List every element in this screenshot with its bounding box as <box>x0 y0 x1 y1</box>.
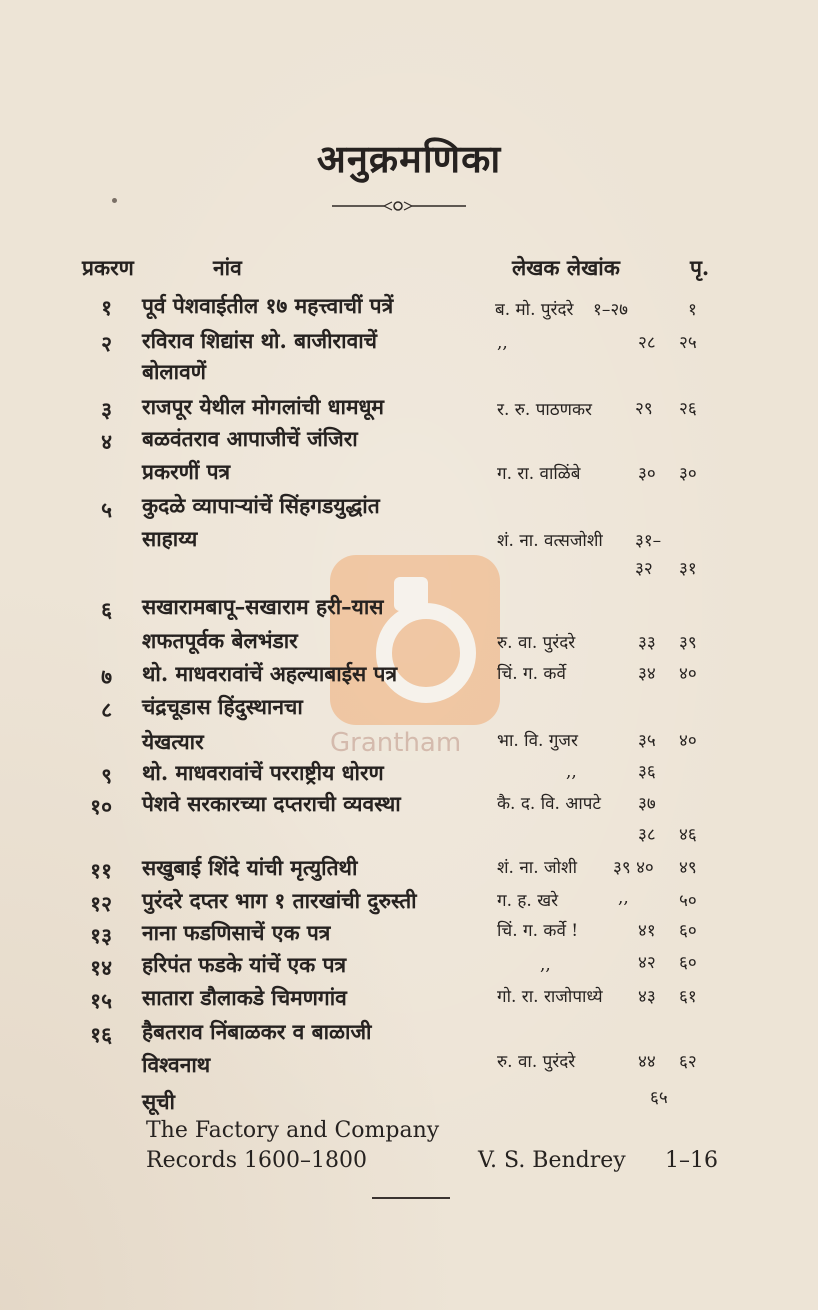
toc-row-number: १६ <box>90 1022 112 1047</box>
toc-row-number: ४ <box>101 429 112 454</box>
toc-row-number: १० <box>90 794 112 819</box>
toc-row-number: १४ <box>90 955 112 980</box>
toc-index-title: सूची <box>142 1089 175 1114</box>
page-title: अनुक्रमणिका <box>316 136 502 181</box>
toc-row-author: शं. ना. जोशी <box>497 858 577 878</box>
toc-row-docs: ३१– <box>635 531 662 551</box>
toc-row-title: नाना फडणिसाचें एक पत्र <box>142 920 331 945</box>
toc-row-title-cont: प्रकरणीं पत्र <box>142 459 231 484</box>
toc-row-number: ७ <box>101 664 112 689</box>
grantham-watermark-text: Grantham <box>330 728 462 758</box>
toc-row-number: १२ <box>90 891 112 916</box>
toc-row-title: पुरंदरे दप्तर भाग १ तारखांची दुरुस्ती <box>142 888 417 913</box>
toc-row-title-cont: शफतपूर्वक बेलभंडार <box>142 628 298 653</box>
toc-row-number: ११ <box>90 858 112 883</box>
toc-row-title: सखुबाई शिंदे यांची मृत्युतिथी <box>142 855 358 880</box>
toc-row-page: ३९ <box>679 633 697 653</box>
toc-row-page: ६२ <box>679 1052 697 1072</box>
toc-row-title: पेशवे सरकारच्या दप्तराची व्यवस्था <box>142 791 401 816</box>
toc-row-author: र. रु. पाठणकर <box>497 400 592 420</box>
toc-row-author: चिं. ग. कर्वे ! <box>497 921 579 941</box>
toc-row-docs: ३४ <box>638 664 656 684</box>
toc-row-docs: ३७ <box>638 794 656 814</box>
toc-row-title: राजपूर येथील मोगलांची धामधूम <box>142 394 384 419</box>
toc-row-author: भा. वि. गुजर <box>497 731 578 751</box>
toc-row-title: हैबतराव निंबाळकर व बाळाजी <box>142 1019 372 1044</box>
toc-row-number: १ <box>101 295 112 320</box>
toc-row-docs: १–२७ <box>593 300 629 320</box>
toc-row-docs: ३६ <box>638 762 656 782</box>
toc-row-title: पूर्व पेशवाईतील १७ महत्त्वाचीं पत्रें <box>142 293 394 318</box>
toc-row-page: ४९ <box>679 858 697 878</box>
toc-row-title: सातारा डौलाकडे चिमणगांव <box>142 985 347 1010</box>
toc-row-docs: ४४ <box>638 1052 656 1072</box>
toc-row-page: ४० <box>679 731 697 751</box>
toc-row-title-cont: विश्वनाथ <box>142 1052 211 1077</box>
toc-row-author: रु. वा. पुरंदरे <box>497 1052 576 1072</box>
toc-row-docs: २८ <box>638 333 656 353</box>
toc-row-number: १३ <box>90 923 112 948</box>
toc-row-docs: ३९ ४० <box>613 858 654 878</box>
toc-row-number: ८ <box>101 697 112 722</box>
toc-index-page: ६५ <box>650 1088 668 1108</box>
toc-row-title-cont: साहाय्य <box>142 526 198 551</box>
toc-row-page: ६० <box>679 921 697 941</box>
toc-row-author: कै. द. वि. आपटे <box>497 794 601 814</box>
english-entry-title: The Factory and Company <box>146 1118 440 1143</box>
toc-row-docs: ४२ <box>638 953 656 973</box>
header-chapter: प्रकरण <box>82 255 134 280</box>
toc-row-page: ६० <box>679 953 697 973</box>
toc-row-docs-cont: ३२ <box>635 559 653 579</box>
toc-row-title: थो. माधवरावांचें परराष्ट्रीय धोरण <box>142 760 384 785</box>
header-author-doc: लेखक लेखांक <box>512 255 620 280</box>
toc-row-title-cont: येखत्यार <box>142 729 204 754</box>
toc-row-page: २५ <box>679 333 697 353</box>
toc-row-author: ,, <box>566 762 577 782</box>
toc-row-number: ३ <box>101 397 112 422</box>
toc-row-title: बळवंतराव आपाजीचें जंजिरा <box>142 426 358 451</box>
toc-row-docs: ,, <box>618 888 629 908</box>
toc-row-number: ५ <box>101 497 112 522</box>
toc-row-title: हरिपंत फडके यांचें एक पत्र <box>142 952 347 977</box>
toc-row-author: ग. रा. वाळिंबे <box>497 464 581 484</box>
english-entry-pages: 1–16 <box>665 1148 718 1173</box>
toc-row-docs-cont: ३८ <box>638 825 656 845</box>
toc-row-page: ४६ <box>679 825 697 845</box>
toc-row-number: ६ <box>101 597 112 622</box>
toc-row-author: ग. ह. खरे <box>497 891 559 911</box>
toc-row-docs: ४३ <box>638 987 656 1007</box>
toc-row-title: कुदळे व्यापाऱ्यांचें सिंहगडयुद्धांत <box>142 493 380 518</box>
toc-row-docs: २९ <box>635 399 653 419</box>
toc-row-author: रु. वा. पुरंदरे <box>497 633 576 653</box>
toc-row-number: २ <box>101 331 112 356</box>
toc-row-number: १५ <box>90 988 112 1013</box>
toc-row-title-cont: बोलावणें <box>142 359 206 384</box>
toc-row-page: ३० <box>679 464 697 484</box>
toc-row-page: ३१ <box>679 559 697 579</box>
toc-row-author: गो. रा. राजोपाध्ये <box>497 987 603 1007</box>
toc-row-docs: ४१ <box>638 921 656 941</box>
header-name: नांव <box>213 255 242 280</box>
english-entry-title-cont: Records 1600–1800 <box>146 1148 368 1173</box>
toc-row-page: २६ <box>679 399 697 419</box>
toc-row-docs: ३० <box>638 464 656 484</box>
toc-row-author: शं. ना. वत्सजोशी <box>497 531 603 551</box>
toc-row-title: चंद्रचूडास हिंदुस्थानचा <box>142 694 303 719</box>
toc-row-page: ४० <box>679 664 697 684</box>
toc-row-page: ६१ <box>679 987 697 1007</box>
toc-row-docs: ३३ <box>638 633 656 653</box>
bottom-rule <box>372 1197 450 1199</box>
toc-row-author: ब. मो. पुरंदरे <box>495 300 574 320</box>
toc-row-title: सखारामबापू–सखाराम हरी–यास <box>142 594 384 619</box>
toc-row-author: चिं. ग. कर्वे <box>497 664 566 684</box>
toc-row-author: ,, <box>497 333 508 353</box>
toc-row-title: थो. माधवरावांचें अहल्याबाईस पत्र <box>142 661 398 686</box>
header-page: पृ. <box>690 255 710 280</box>
toc-row-number: ९ <box>101 763 112 788</box>
toc-row-title: रविराव शिद्यांस थो. बाजीरावाचें <box>142 328 378 353</box>
toc-row-page: १ <box>688 300 697 320</box>
toc-row-docs: ३५ <box>638 731 656 751</box>
toc-row-page: ५० <box>679 891 697 911</box>
english-entry-author: V. S. Bendrey <box>478 1148 626 1173</box>
toc-row-author: ,, <box>540 955 551 975</box>
